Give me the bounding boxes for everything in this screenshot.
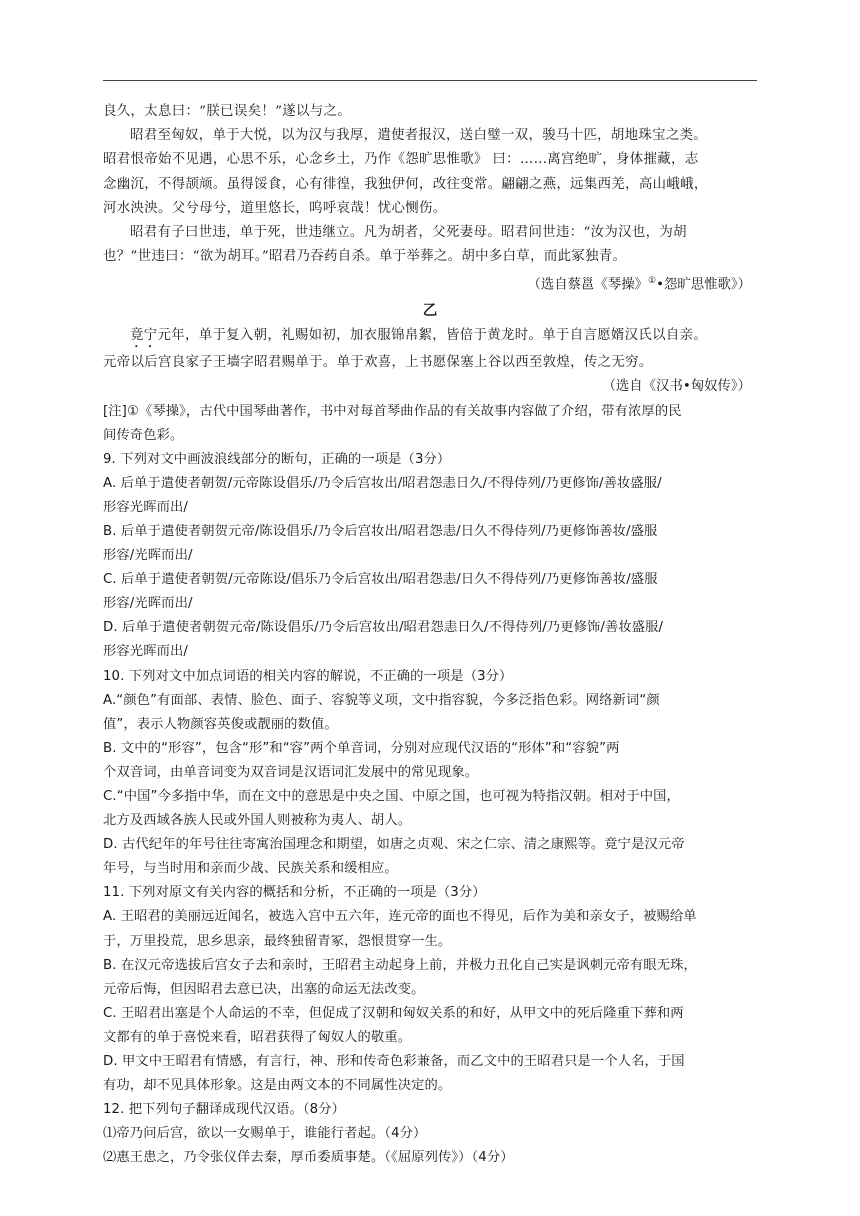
- question-stem: 11. 下列对原文有关内容的概括和分析，不正确的一项是（3分）: [103, 885, 486, 901]
- option-b: B. 后单于遣使者朝贺元帝/陈设倡乐/乃令后宫妆出/昭君怨恚/日久不得侍列/乃更修饰善妆/盛服: [103, 523, 658, 539]
- translate-sentence-2: ⑵惠王患之，乃令张仪佯去秦，厚币委质事楚。（《屈原列传》）（4分）: [103, 1150, 514, 1166]
- option-a: A.“颜色”有面部、表情、脸色、面子、容貌等义项，文中指容貌，今多泛指色彩。网络新词“颜: [103, 692, 660, 708]
- passage-line: 元帝以后宫良家子王墙字昭君赐单于。单于欢喜，上书愿保塞上谷以西至敦煌，传之无穷。: [103, 355, 653, 371]
- option-d: D. 古代纪年的年号往往寄寓治国理念和期望，如唐之贞观、宋之仁宗、清之康熙等。竟宁是汉元帝: [103, 837, 685, 853]
- question-stem: 12. 把下列句子翻译成现代汉语。（8分）: [103, 1102, 346, 1118]
- passage-source: （选自《汉书•匈奴传》）: [602, 379, 751, 395]
- option-c-cont: 形容/光晖而出/: [103, 596, 193, 612]
- exam-page: [103, 100, 757, 1171]
- option-d: D. 甲文中王昭君有情感，有言行，神、形和传奇色彩兼备，而乙文中的王昭君只是一个人名，于国: [103, 1054, 685, 1070]
- footnote-marker: ①: [647, 276, 657, 287]
- passage-line: 良久，太息曰：“朕已误矣！”遂以与之。: [103, 104, 351, 119]
- passage-paragraph: [103, 221, 757, 269]
- option-a: A. 王昭君的美丽远近闻名，被选入宫中五六年，连元帝的面也不得见，后作为美和亲女子，被赐给单: [103, 909, 697, 925]
- footnote: [103, 400, 757, 448]
- option-a-cont: 于，万里投荒，思乡思亲，最终独留青冢，怨恨贯穿一生。: [103, 933, 452, 949]
- passage-line: 河水泱泱。父兮母兮，道里悠长，呜呼哀哉！忧心恻伤。: [103, 200, 447, 216]
- option-d-cont: 形容光晖而出/: [103, 644, 188, 660]
- option-c: C. 后单于遣使者朝贺/元帝陈设/倡乐乃令后宫妆出/昭君怨恚/日久不得侍列/乃更修饰善妆/盛服: [103, 572, 658, 588]
- option-b: B. 文中的“形容”，包含“形”和“容”两个单音词，分别对应现代汉语的“形体”和“容貌”两: [103, 740, 620, 756]
- option-d: D. 后单于遣使者朝贺元帝/陈设倡乐/乃令后宫妆出/昭君怨恚日久/不得侍列/乃更修饰/善妆盛服/: [103, 620, 664, 636]
- question-11: [103, 881, 757, 1098]
- option-a: A. 后单于遣使者朝贺/元帝陈设倡乐/乃令后宫妆出/昭君怨恚日久/不得侍列/乃更修饰/善妆盛服/: [103, 475, 662, 491]
- passage-line: 念幽沉，不得颉颃。虽得馁食，心有徘徨，我独伊何，改往变常。翩翩之燕，远集西羌，高山峨峨，: [103, 176, 708, 192]
- question-9: [103, 448, 757, 665]
- passage-source: [103, 269, 757, 298]
- passage-line: [103, 324, 757, 351]
- option-c-cont: 北方及西域各族人民或外国人则被称为夷人、胡人。: [103, 813, 412, 829]
- dotted-word: 竟宁: [130, 328, 158, 344]
- option-d-cont: 年号，与当时用和亲而少战、民族关系和缓相应。: [103, 861, 398, 877]
- option-b-cont: 形容/光晖而出/: [103, 548, 193, 564]
- passage-text: 元年，单于复入朝，礼赐如初，加衣服锦帛絮，皆倍于黄龙时。单于自言愿婿汉氏以自亲。: [157, 328, 708, 344]
- option-b-cont: 个双音词，由单音词变为双音词是汉语词汇发展中的常见现象。: [103, 764, 479, 780]
- option-c: C.“中国”今多指中华，而在文中的意思是中央之国、中原之国，也可视为特指汉朝。相对于中国，: [103, 789, 680, 804]
- question-12: [103, 1098, 757, 1170]
- source-text: （选自蔡邕《琴操》: [527, 277, 648, 293]
- note-line: [注]①《琴操》，古代中国琴曲著作，书中对每首琴曲作品的有关故事内容做了介绍，带有浓厚的民: [103, 403, 682, 419]
- option-b-cont: 元帝后悔，但因昭君去意已决，出塞的命运无法改变。: [103, 981, 425, 997]
- note-line: 间传奇色彩。: [103, 427, 184, 443]
- translate-sentence-1: ⑴帝乃问后宫，欲以一女赐单于，谁能行者起。（4分）: [103, 1126, 427, 1142]
- passage-jia-tail: [103, 100, 757, 298]
- source-text: •怨旷思惟歌》）: [656, 277, 751, 293]
- passage-line: 昭君至匈奴，单于大悦，以为汉与我厚，遣使者报汉，送白璧一双，骏马十匹，胡地珠宝之类。: [130, 128, 708, 144]
- passage-yi: [103, 298, 757, 399]
- question-10: [103, 665, 757, 882]
- header-rule: [103, 80, 757, 81]
- question-stem: 10. 下列对文中加点词语的相关内容的解说，不正确的一项是（3分）: [103, 668, 513, 684]
- option-d-cont: 有功，却不见具体形象。这是由两文本的不同属性决定的。: [103, 1078, 452, 1094]
- passage-line: 也？”世违曰：“欲为胡耳。”昭君乃吞药自杀。单于举葬之。胡中多白草，而此冢独青。: [103, 249, 627, 265]
- question-stem: 9. 下列对文中画波浪线部分的断句，正确的一项是（3分）: [103, 451, 451, 467]
- option-b: B. 在汉元帝选拔后宫女子去和亲时，王昭君主动起身上前，并极力丑化自己实是讽刺元帝有眼无珠，: [103, 957, 697, 973]
- option-a-cont: 值”，表示人物颜容英俊或靓丽的数值。: [103, 716, 338, 732]
- option-c: C. 王昭君出塞是个人命运的不幸，但促成了汉朝和匈奴关系的和好，从甲文中的死后隆重下葬和两: [103, 1005, 684, 1021]
- option-c-cont: 文都有的单于喜悦来看，昭君获得了匈奴人的敬重。: [103, 1029, 412, 1045]
- passage-heading: 乙: [422, 302, 438, 320]
- passage-line: 昭君有子曰世违，单于死，世违继立。凡为胡者，父死妻母。昭君问世违：“汝为汉也，为胡: [130, 225, 687, 241]
- passage-line: 昭君恨帝始不见遇，心思不乐，心念乡土，乃作《怨旷思惟歌》 曰：……离宫绝旷，身体摧藏，志: [103, 152, 699, 168]
- option-a-cont: 形容光晖而出/: [103, 499, 188, 515]
- passage-paragraph: [103, 124, 757, 221]
